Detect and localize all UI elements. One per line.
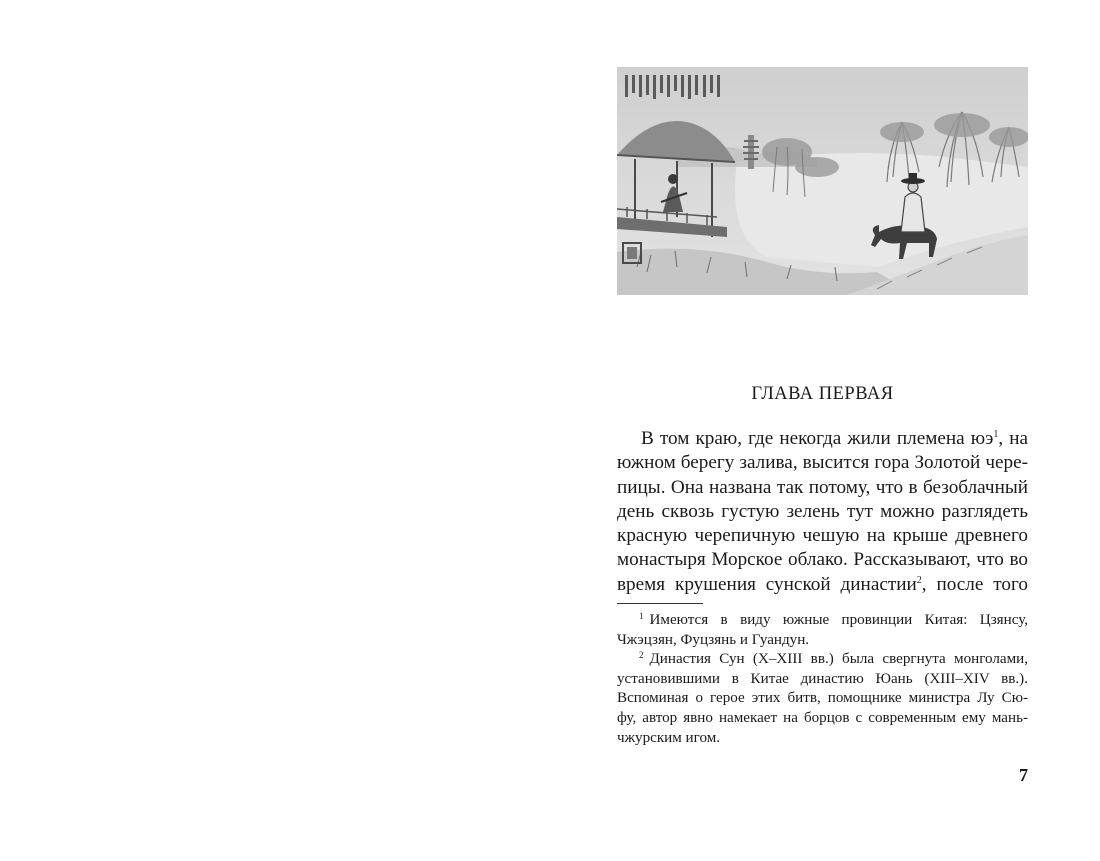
body-line: красную черепичную чешую на крыше древнего (617, 525, 1028, 547)
body-line: время крушения сунской династии$^2$, после того (617, 573, 1028, 595)
footnote-line: Вспоминая о герое этих битв, помощнике министра Лу Сю- (617, 690, 1028, 707)
chapter-title: ГЛАВА ПЕРВАЯ (751, 384, 894, 404)
body-line: день сквозь густую зелень тут можно разглядеть (617, 500, 1028, 522)
body-line: В том краю, где некогда жили племена $юэ^1$, на (641, 428, 1028, 449)
body-line: пицы. Она названа так потому, что в безоблачный (617, 476, 1028, 498)
footnote-ref[interactable]: 1 (993, 429, 999, 440)
body-line: монастыря Морское облако. Рассказывают, что во (617, 549, 1028, 571)
page-number: 7 (1019, 765, 1028, 785)
footnotes (617, 611, 1028, 748)
footnote-mark: 1 (639, 611, 644, 621)
body-paragraph (617, 427, 1028, 597)
footnote-line: $^2$ Династия Сун (X–XIII вв.) была свергнута монголами, (639, 650, 1028, 668)
ink-painting-illustration (617, 67, 1028, 295)
footnote-line: $^1$ Имеются в виду южные провинции Китая: Цзянсу, (639, 611, 1028, 628)
footnote-line: фу, автор явно намекает на борцов с современным ему мань- (617, 709, 1028, 726)
footnote-ref[interactable]: 2 (916, 574, 922, 586)
footnote-mark: 2 (639, 650, 644, 661)
footnote-line: чжурским игом. (617, 729, 721, 746)
body-line: южном берегу залива, высится гора Золотой чере- (617, 452, 1028, 474)
footnote-line: Чжэцзян, Фуцзянь и Гуандун. (617, 631, 810, 648)
footnote-line: установившими в Китае династию Юань (XIII–XIV вв.). (617, 670, 1028, 687)
footnote-divider (617, 603, 703, 604)
